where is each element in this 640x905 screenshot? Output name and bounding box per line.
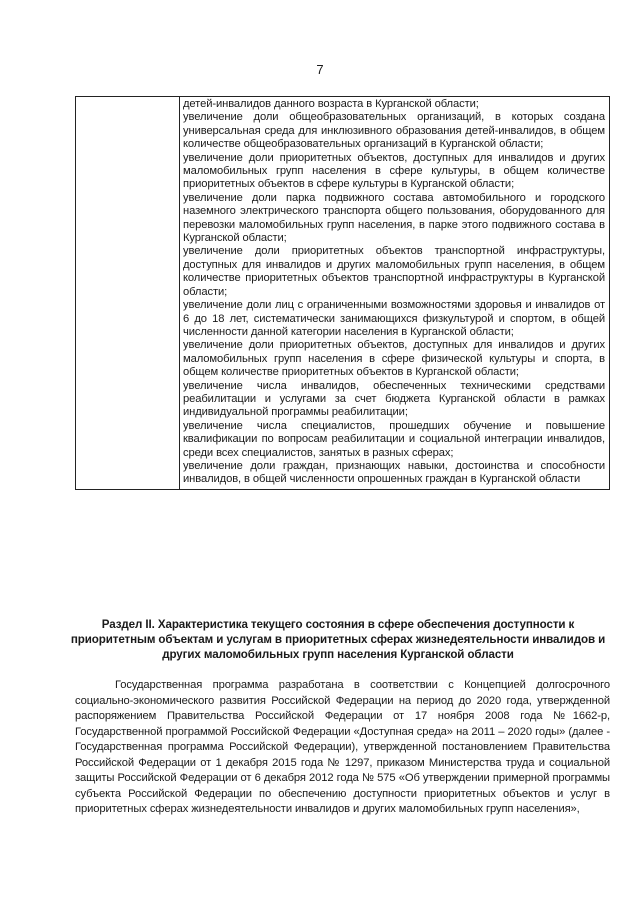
section-heading: Раздел II. Характеристика текущего состояния в сфере обеспечения доступности к приоритетным объектам и услугам в приоритетных сферах жизнедеятельности инвалидов и других маломобильных групп населения Курганской области bbox=[70, 618, 606, 661]
indicator-item: детей-инвалидов данного возраста в Курганской области; bbox=[183, 98, 479, 110]
table-row bbox=[76, 97, 610, 490]
table-left-cell bbox=[76, 97, 180, 490]
table-right-cell bbox=[180, 97, 610, 490]
indicator-item: увеличение доли приоритетных объектов, доступных для инвалидов и других маломобильных групп населения в сфере культуры, в общем количестве приоритетных объектов в сфере культуры в Курганской области; bbox=[183, 151, 605, 191]
indicator-item: увеличение доли лиц с ограниченными возможностями здоровья и инвалидов от 6 до 18 лет, систематически занимающихся физкультурой и спортом, в общей численности данной категории населения в Курганской области; bbox=[183, 299, 605, 338]
indicator-item: увеличение доли приоритетных объектов, доступных для инвалидов и других маломобильных групп населения в сфере физической культуры и спорта, в общем количестве приоритетных объектов в Курганской области; bbox=[183, 339, 605, 379]
indicator-item: увеличение доли граждан, признающих навыки, достоинства и способности инвалидов, в общей численности опрошенных граждан в Курганской области bbox=[183, 459, 605, 486]
indicator-item: увеличение доли парка подвижного состава автомобильного и городского наземного электрического транспорта общего пользования, оборудованного для перевозки маломобильных групп населения, в парке этого подвижного состава в Курганской области; bbox=[183, 191, 605, 245]
indicator-item: увеличение доли общеобразовательных организаций, в которых создана универсальная среда для инклюзивного образования детей-инвалидов, в общем количестве общеобразовательных организаций в Курганской области; bbox=[183, 111, 605, 151]
indicator-item: увеличение числа специалистов, прошедших обучение и повышение квалификации по вопросам реабилитации и социальной интеграции инвалидов, среди всех специалистов, занятых в разных сферах; bbox=[183, 419, 605, 459]
indicator-item: увеличение числа инвалидов, обеспеченных техническими средствами реабилитации и услугами за счет бюджета Курганской области в рамках индивидуальной программы реабилитации; bbox=[183, 379, 605, 419]
indicator-item: увеличение доли приоритетных объектов транспортной инфраструктуры, доступных для инвалидов и других маломобильных групп населения, в общем количестве приоритетных объектов транспортной инфраструктуры в Курганской области; bbox=[183, 245, 605, 298]
page-number: 7 bbox=[316, 62, 324, 77]
indicators-table bbox=[75, 96, 610, 490]
body-paragraph: Государственная программа разработана в соответствии с Концепцией долгосрочного социально-экономического развития Российской Федерации на период до 2020 года, утвержденной распоряжением Правительства Российской Федерации от 17 ноября 2008 года №1662-р, Государственной программой Российской Федерации «Доступная среда» на 2011 – 2020 годы» (далее - Государственная программа Российской Федерации), утвержденной постановлением Правительства Российской Федерации от 1 декабря 2015 года № 1297, приказом Министерства труда и социальной защиты Российской Федерации от 6 декабря 2012 года № 575 «Об утверждении примерной программы субъекта Российской Федерации по обеспечению доступности приоритетных объектов и услуг в приоритетных сферах жизнедеятельности инвалидов и других маломобильных групп населения», bbox=[75, 679, 610, 815]
